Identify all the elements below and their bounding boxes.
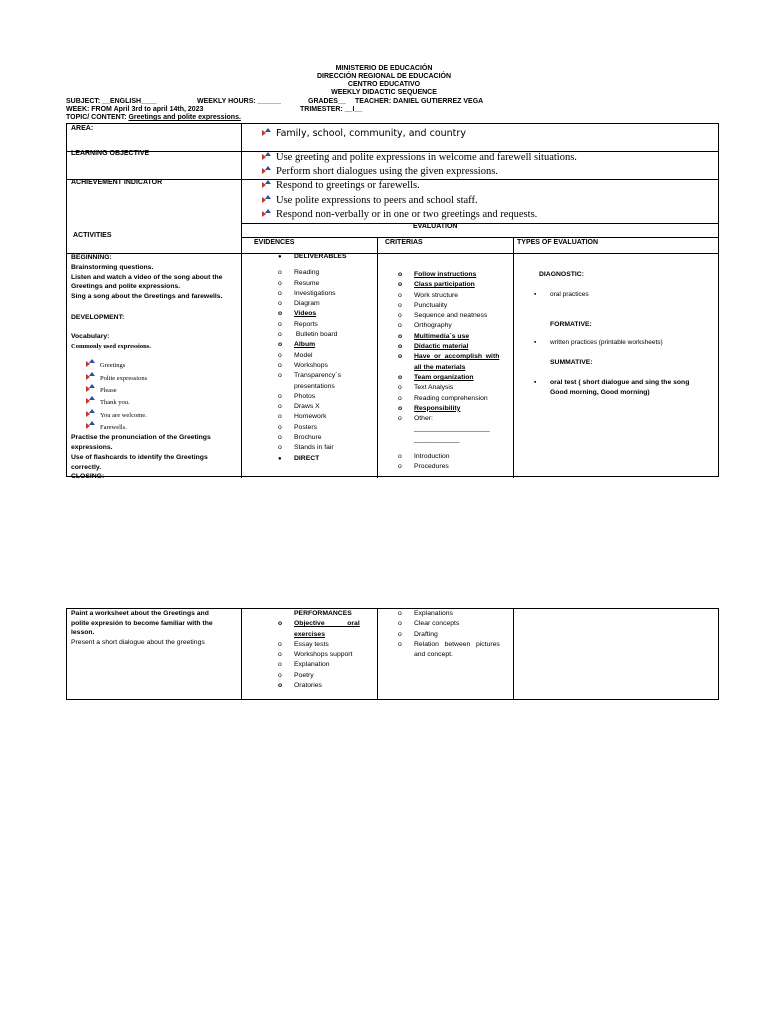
column-divider: [513, 237, 514, 478]
activity-line: Sing a song about the Greetings and farewells.: [71, 293, 223, 301]
indicator-list: [261, 179, 537, 223]
development-heading: DEVELOPMENT:: [71, 313, 125, 321]
objective-label: LEARNING OBJECTIVE: [71, 150, 150, 157]
evidence-item: o Homework: [294, 412, 347, 422]
criteria-item: o Introduction: [414, 452, 499, 462]
topic-field: [66, 114, 241, 122]
evidence-item: o Resume: [294, 279, 347, 289]
criteria-item: o Clear concepts: [414, 619, 500, 629]
criteria-item-continued: and concept.: [414, 651, 453, 659]
teacher-field: TEACHER: DANIEL GUTIERREZ VEGA: [355, 98, 484, 105]
vocab-list: [85, 359, 236, 433]
evidences-content: [294, 252, 347, 464]
criteria-item: o Didactic material: [414, 342, 499, 352]
evidence-item: o Brochure: [294, 433, 347, 443]
criteria-item: o Class participation: [414, 280, 499, 290]
closing-line: Paint a worksheet about the Greetings and: [71, 610, 209, 617]
criteria-item: o Orthography: [414, 321, 499, 331]
criteria-item-continued: all the materials: [414, 363, 466, 371]
summative-line: Good morning, Good morning): [550, 389, 650, 396]
arrow-bullet-icon: [261, 180, 270, 189]
arrow-bullet-icon: [85, 359, 94, 368]
direct-heading: ● DIRECT: [294, 454, 347, 464]
arrow-bullet-icon: [261, 152, 270, 161]
summative-item: [550, 378, 689, 398]
indicator-item: Use polite expressions to peers and school staff.: [261, 194, 537, 209]
vocab-item: You are welcome.: [85, 409, 236, 421]
regional-direction: DIRECCIÓN REGIONAL DE EDUCACIÓN: [316, 73, 452, 80]
activity-line: Practise the pronunciation of the Greetings: [71, 434, 211, 442]
evidence-item: o Diagram: [294, 299, 347, 309]
formative-item: ▪ written practices (printable worksheets): [550, 339, 663, 346]
subject-field: SUBJECT: __ENGLISH____: [66, 98, 157, 105]
evidence-item: o Posters: [294, 423, 347, 433]
performances-heading: PERFORMANCES: [294, 610, 352, 617]
weekly-hours-field: WEEKLY HOURS: ______: [197, 98, 282, 105]
criteria-item: o Work structure: [414, 291, 499, 301]
arrow-bullet-icon: [261, 128, 270, 137]
column-divider: [241, 609, 242, 699]
grades-field: GRADES__: [308, 98, 346, 105]
activity-line: Use of flashcards to identify the Greetings: [71, 453, 208, 461]
vocab-item: Farewells.: [85, 421, 236, 433]
evidence-item: o Videos: [294, 309, 347, 319]
evidence-item: o Photos: [294, 392, 347, 402]
evidence-item: o Explanation: [294, 660, 360, 670]
closing-line: Present a short dialogue about the greetings: [71, 638, 205, 646]
arrow-bullet-icon: [261, 195, 270, 204]
closing-line: lesson.: [71, 629, 95, 637]
summative-heading: SUMMATIVE:: [550, 359, 593, 366]
common-expressions-heading: Commonly used expressions.: [71, 342, 151, 350]
arrow-bullet-icon: [261, 166, 270, 175]
column-divider: [241, 124, 242, 478]
area-list: [261, 127, 466, 141]
evidence-item-continued: presentations: [294, 382, 335, 390]
evidence-item: o Album: [294, 340, 347, 350]
diagnostic-item: ▪ oral practices: [550, 291, 589, 298]
criterias-content: [414, 270, 499, 473]
column-divider: [513, 609, 514, 699]
arrow-bullet-icon: [85, 396, 94, 405]
column-divider: [377, 237, 378, 478]
planning-table: [66, 123, 719, 481]
vocabulary-heading: Vocabulary:: [71, 332, 110, 340]
performances-content: [294, 609, 360, 691]
activities-content: [71, 253, 222, 482]
arrow-bullet-icon: [85, 421, 94, 430]
week-field: WEEK: FROM April 3rd to april 14th, 2023: [66, 106, 204, 113]
evidence-item: o Transparency´s: [294, 371, 347, 381]
arrow-bullet-icon: [85, 409, 94, 418]
evidence-item: o Workshops support: [294, 650, 360, 660]
indicator-item: Respond non-verbally or in one or two greetings and requests.: [261, 208, 537, 223]
summative-line: ▪ oral test ( short dialogue and sing the song: [550, 379, 690, 386]
area-item: Family, school, community, and country: [261, 127, 466, 141]
indicator-label: ACHIEVEMENT INDICATOR: [71, 179, 163, 186]
criterias-label: CRITERIAS: [385, 239, 423, 246]
closing-activities: [71, 609, 213, 647]
activity-line: BEGINNING:: [71, 254, 112, 261]
criteria-item: o Procedures: [414, 462, 499, 472]
criteria-item: o Drafting: [414, 630, 500, 640]
types-label: TYPES OF EVALUATION: [517, 239, 599, 246]
evidence-item-continued: exercises: [294, 630, 325, 638]
evidence-item: o Model: [294, 351, 347, 361]
criteria-item: o Multimedia´s use: [414, 332, 499, 342]
arrow-bullet-icon: [261, 209, 270, 218]
criteria-item: o Have or accomplish with: [414, 352, 499, 362]
formative-heading: FORMATIVE:: [550, 321, 592, 328]
evidence-item: o Poetry: [294, 671, 360, 681]
vocab-item: Greetings: [85, 359, 236, 371]
evidence-item: o Stands in fair: [294, 443, 347, 453]
column-divider: [377, 609, 378, 699]
activity-line: expressions.: [71, 443, 113, 451]
evidence-item: o Essay tests: [294, 640, 360, 650]
topic-value: Greetings and polite expressions.: [128, 114, 241, 121]
topic-label: TOPIC/ CONTENT:: [66, 114, 129, 121]
criteria-item: o Reading comprehension: [414, 394, 499, 404]
arrow-bullet-icon: [85, 372, 94, 381]
objective-item: Perform short dialogues using the given expressions.: [261, 165, 577, 179]
vocab-item: Polite expressions: [85, 372, 236, 384]
school-name: CENTRO EDUCATIVO: [347, 81, 421, 88]
criteria-item: o Responsibility: [414, 404, 499, 414]
criteria-item: o Other:: [414, 414, 499, 424]
criteria-item: o Team organization: [414, 373, 499, 383]
diagnostic-heading: DIAGNOSTIC:: [539, 271, 584, 278]
evidence-item: o Bulletin board: [294, 330, 347, 340]
criteria-item: o Follow instructions: [414, 270, 499, 280]
vocab-item: Thank you.: [85, 396, 236, 408]
vocab-item: Please: [85, 384, 236, 396]
ministry-title: MINISTERIO DE EDUCACIÓN: [335, 65, 433, 72]
criteria-item: o Relation between pictures: [414, 640, 500, 650]
trimester-field: TRIMESTER: __I__: [300, 106, 363, 113]
activity-line: Listen and watch a video of the song about the: [71, 273, 223, 281]
criterias-continued: [414, 609, 500, 660]
row-divider: [241, 237, 719, 238]
activity-line: Greetings and polite expressions.: [71, 283, 181, 291]
activity-line: Brainstorming questions.: [71, 263, 154, 271]
continuation-table: [66, 608, 719, 700]
evidence-item: o Oratories: [294, 681, 360, 691]
criteria-item: o Punctuality: [414, 301, 499, 311]
arrow-bullet-icon: [85, 384, 94, 393]
criteria-item: o Text Analysis: [414, 383, 499, 393]
evidence-item: o Reports: [294, 320, 347, 330]
evidence-item: o Draws X: [294, 402, 347, 412]
activities-label: ACTIVITIES: [73, 232, 112, 239]
objective-list: [261, 151, 577, 179]
criteria-blank-line: ____________: [414, 435, 460, 443]
indicator-item: Respond to greetings or farewells.: [261, 179, 537, 194]
document-title: WEEKLY DIDACTIC SEQUENCE: [331, 89, 437, 96]
evaluation-label: EVALUATION: [413, 223, 458, 230]
evidence-item: o Workshops: [294, 361, 347, 371]
row-divider: [241, 223, 719, 224]
types-content: [539, 271, 584, 278]
activity-line: correctly.: [71, 463, 102, 471]
evidence-item: o Investigations: [294, 289, 347, 299]
criteria-item: o Sequence and neatness: [414, 311, 499, 321]
closing-heading: CLOSING:: [71, 473, 105, 481]
area-label: AREA:: [71, 125, 94, 132]
evidences-label: EVIDENCES: [254, 239, 295, 246]
criteria-item: o Explanations: [414, 609, 500, 619]
deliverables-heading: ● DELIVERABLES: [294, 252, 347, 262]
criteria-blank-line: ____________________: [414, 425, 490, 433]
closing-line: polite expresión to become familiar with the: [71, 619, 213, 627]
evidence-item: o Objective oral: [294, 619, 360, 629]
objective-item: Use greeting and polite expressions in welcome and farewell situations.: [261, 151, 577, 165]
evidence-item: o Reading: [294, 268, 347, 278]
